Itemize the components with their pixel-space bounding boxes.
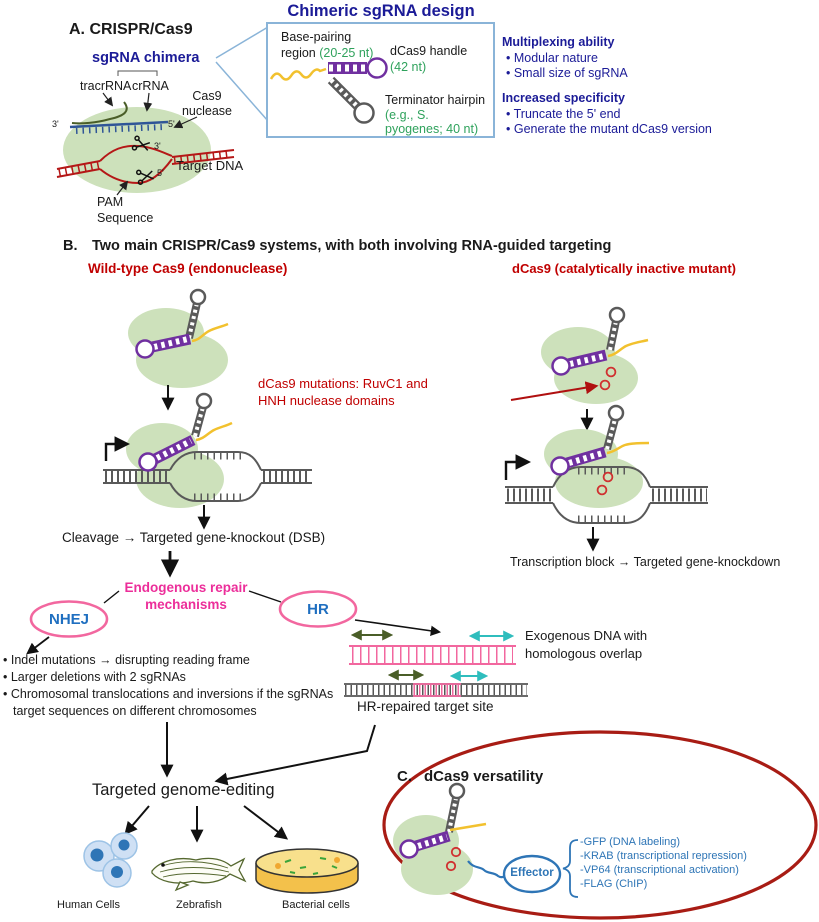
arrow-to-bacteria [244, 806, 286, 838]
hr-repaired-dna [344, 675, 528, 696]
wildtype-step2 [103, 394, 312, 508]
five-prime-label: 5' [157, 168, 164, 178]
effector-tag: -KRAB (transcriptional repression) [580, 850, 747, 862]
specificity-item: • Truncate the 5' end [506, 107, 621, 121]
multiplexing-item: • Small size of sgRNA [506, 66, 628, 80]
sgrna-chimera-label: sgRNA chimera [92, 50, 200, 66]
design-box-title: Chimeric sgRNA design [287, 2, 475, 20]
base-pairing-label-line2 [281, 46, 373, 60]
exogenous-dna [349, 635, 516, 664]
arrow-hr-out [355, 620, 439, 632]
section-b-letter: B. [63, 238, 78, 254]
terminator-hairpin-loop [355, 104, 374, 123]
human-cells-icon [84, 833, 137, 887]
terminator-nt-line1: (e.g., S. [385, 108, 429, 122]
cas9-protein-blob [63, 107, 211, 193]
arrow-to-human-cells [126, 806, 149, 833]
arrow-hr-to-editing [217, 725, 375, 781]
section-c-letter: C. [397, 768, 412, 785]
mutations-note-line1: dCas9 mutations: RuvC1 and [258, 376, 428, 391]
hr-label: HR [307, 601, 329, 618]
dcas9-handle-nt: (42 nt) [390, 60, 427, 74]
nhej-label: NHEJ [48, 611, 89, 628]
multiplexing-title: Multiplexing ability [502, 35, 615, 49]
tracrrna-label: tracrRNA [80, 79, 132, 93]
nhej-outcomes-list [3, 652, 359, 720]
promoter-arrow [106, 444, 127, 461]
cas9-nuclease-label-line2: nuclease [181, 104, 233, 118]
section-b-title: Two main CRISPR/Cas9 systems, with both involving RNA-guided targeting [92, 238, 612, 254]
crrna-label: crRNA [132, 79, 169, 93]
exogenous-label-line1: Exogenous DNA with [525, 628, 648, 643]
promoter-arrow [506, 462, 528, 480]
repair-label-line2: mechanisms [145, 597, 227, 612]
three-prime-label: 3' [52, 119, 59, 129]
multiplexing-item: • Modular nature [506, 51, 598, 65]
pam-label-line2: Sequence [97, 211, 154, 225]
pam-label-line1: PAM [97, 195, 124, 209]
dcas9-handle-label: dCas9 handle [390, 44, 468, 58]
sgrna-spacer-line [450, 824, 486, 830]
dcas9-step2 [505, 406, 708, 523]
dcas9-handle-loop [368, 59, 387, 78]
base-pairing-nt: (20-25 nt) [319, 46, 374, 60]
nhej-outcome-item: • Larger deletions with 2 sgRNAs [3, 670, 186, 684]
specificity-item: • Generate the mutant dCas9 version [506, 122, 712, 136]
effector-tag: -GFP (DNA labeling) [580, 836, 681, 848]
effector-tag: -FLAG (ChIP) [580, 878, 648, 890]
effector-linker [468, 861, 505, 877]
terminator-nt-line2: pyogenes; 40 nt) [385, 122, 479, 136]
zebrafish-icon [152, 858, 245, 890]
hr-repaired-label: HR-repaired target site [357, 699, 494, 714]
mutations-note-line2: HNH nuclease domains [258, 393, 395, 408]
cleavage-caption: Cleavage → Targeted gene-knockout (DSB) [62, 530, 326, 545]
petri-dish-icon [256, 849, 358, 893]
base-pairing-text: region [281, 46, 320, 60]
wildtype-step1 [128, 290, 228, 388]
design-box-callout [216, 23, 494, 137]
transcription-caption: Transcription block → Targeted gene-knockdown [510, 555, 781, 569]
zebrafish-label: Zebrafish [176, 899, 222, 911]
wildtype-heading: Wild-type Cas9 (endonuclease) [88, 261, 288, 276]
genome-editing-title: Targeted genome-editing [92, 781, 275, 799]
dcas9-step1 [541, 308, 648, 404]
nhej-outcome-item: • Indel mutations → disrupting reading frame [3, 653, 250, 667]
arrow-nhej-out [28, 637, 49, 653]
sgrna-bracket [118, 71, 157, 76]
five-prime-label: 5' [168, 119, 175, 129]
effector-label: Effector [510, 867, 554, 879]
effector-tag: -VP64 (transcriptional activation) [580, 864, 739, 876]
terminator-label: Terminator hairpin [385, 93, 486, 107]
base-pairing-label-line1: Base-pairing [281, 30, 352, 44]
specificity-title: Increased specificity [502, 91, 625, 105]
section-a-title: A. CRISPR/Cas9 [69, 21, 193, 38]
bacterial-cells-label: Bacterial cells [282, 899, 350, 911]
three-prime-label: 3' [154, 141, 161, 151]
nhej-outcome-item: • Chromosomal translocations and inversions if the sgRNAs target sequences on different chromosomes [3, 687, 334, 718]
exogenous-label-line2: homologous overlap [525, 646, 643, 661]
effector-brace [563, 840, 578, 897]
target-dna-label: Target DNA [176, 158, 244, 173]
human-cells-label: Human Cells [57, 899, 120, 911]
cas9-nuclease-label-line1: Cas9 [192, 89, 222, 103]
section-c-title: dCas9 versatility [424, 768, 544, 785]
repair-label-line1: Endogenous repair [124, 580, 248, 595]
dcas9-heading: dCas9 (catalytically inactive mutant) [512, 261, 736, 276]
